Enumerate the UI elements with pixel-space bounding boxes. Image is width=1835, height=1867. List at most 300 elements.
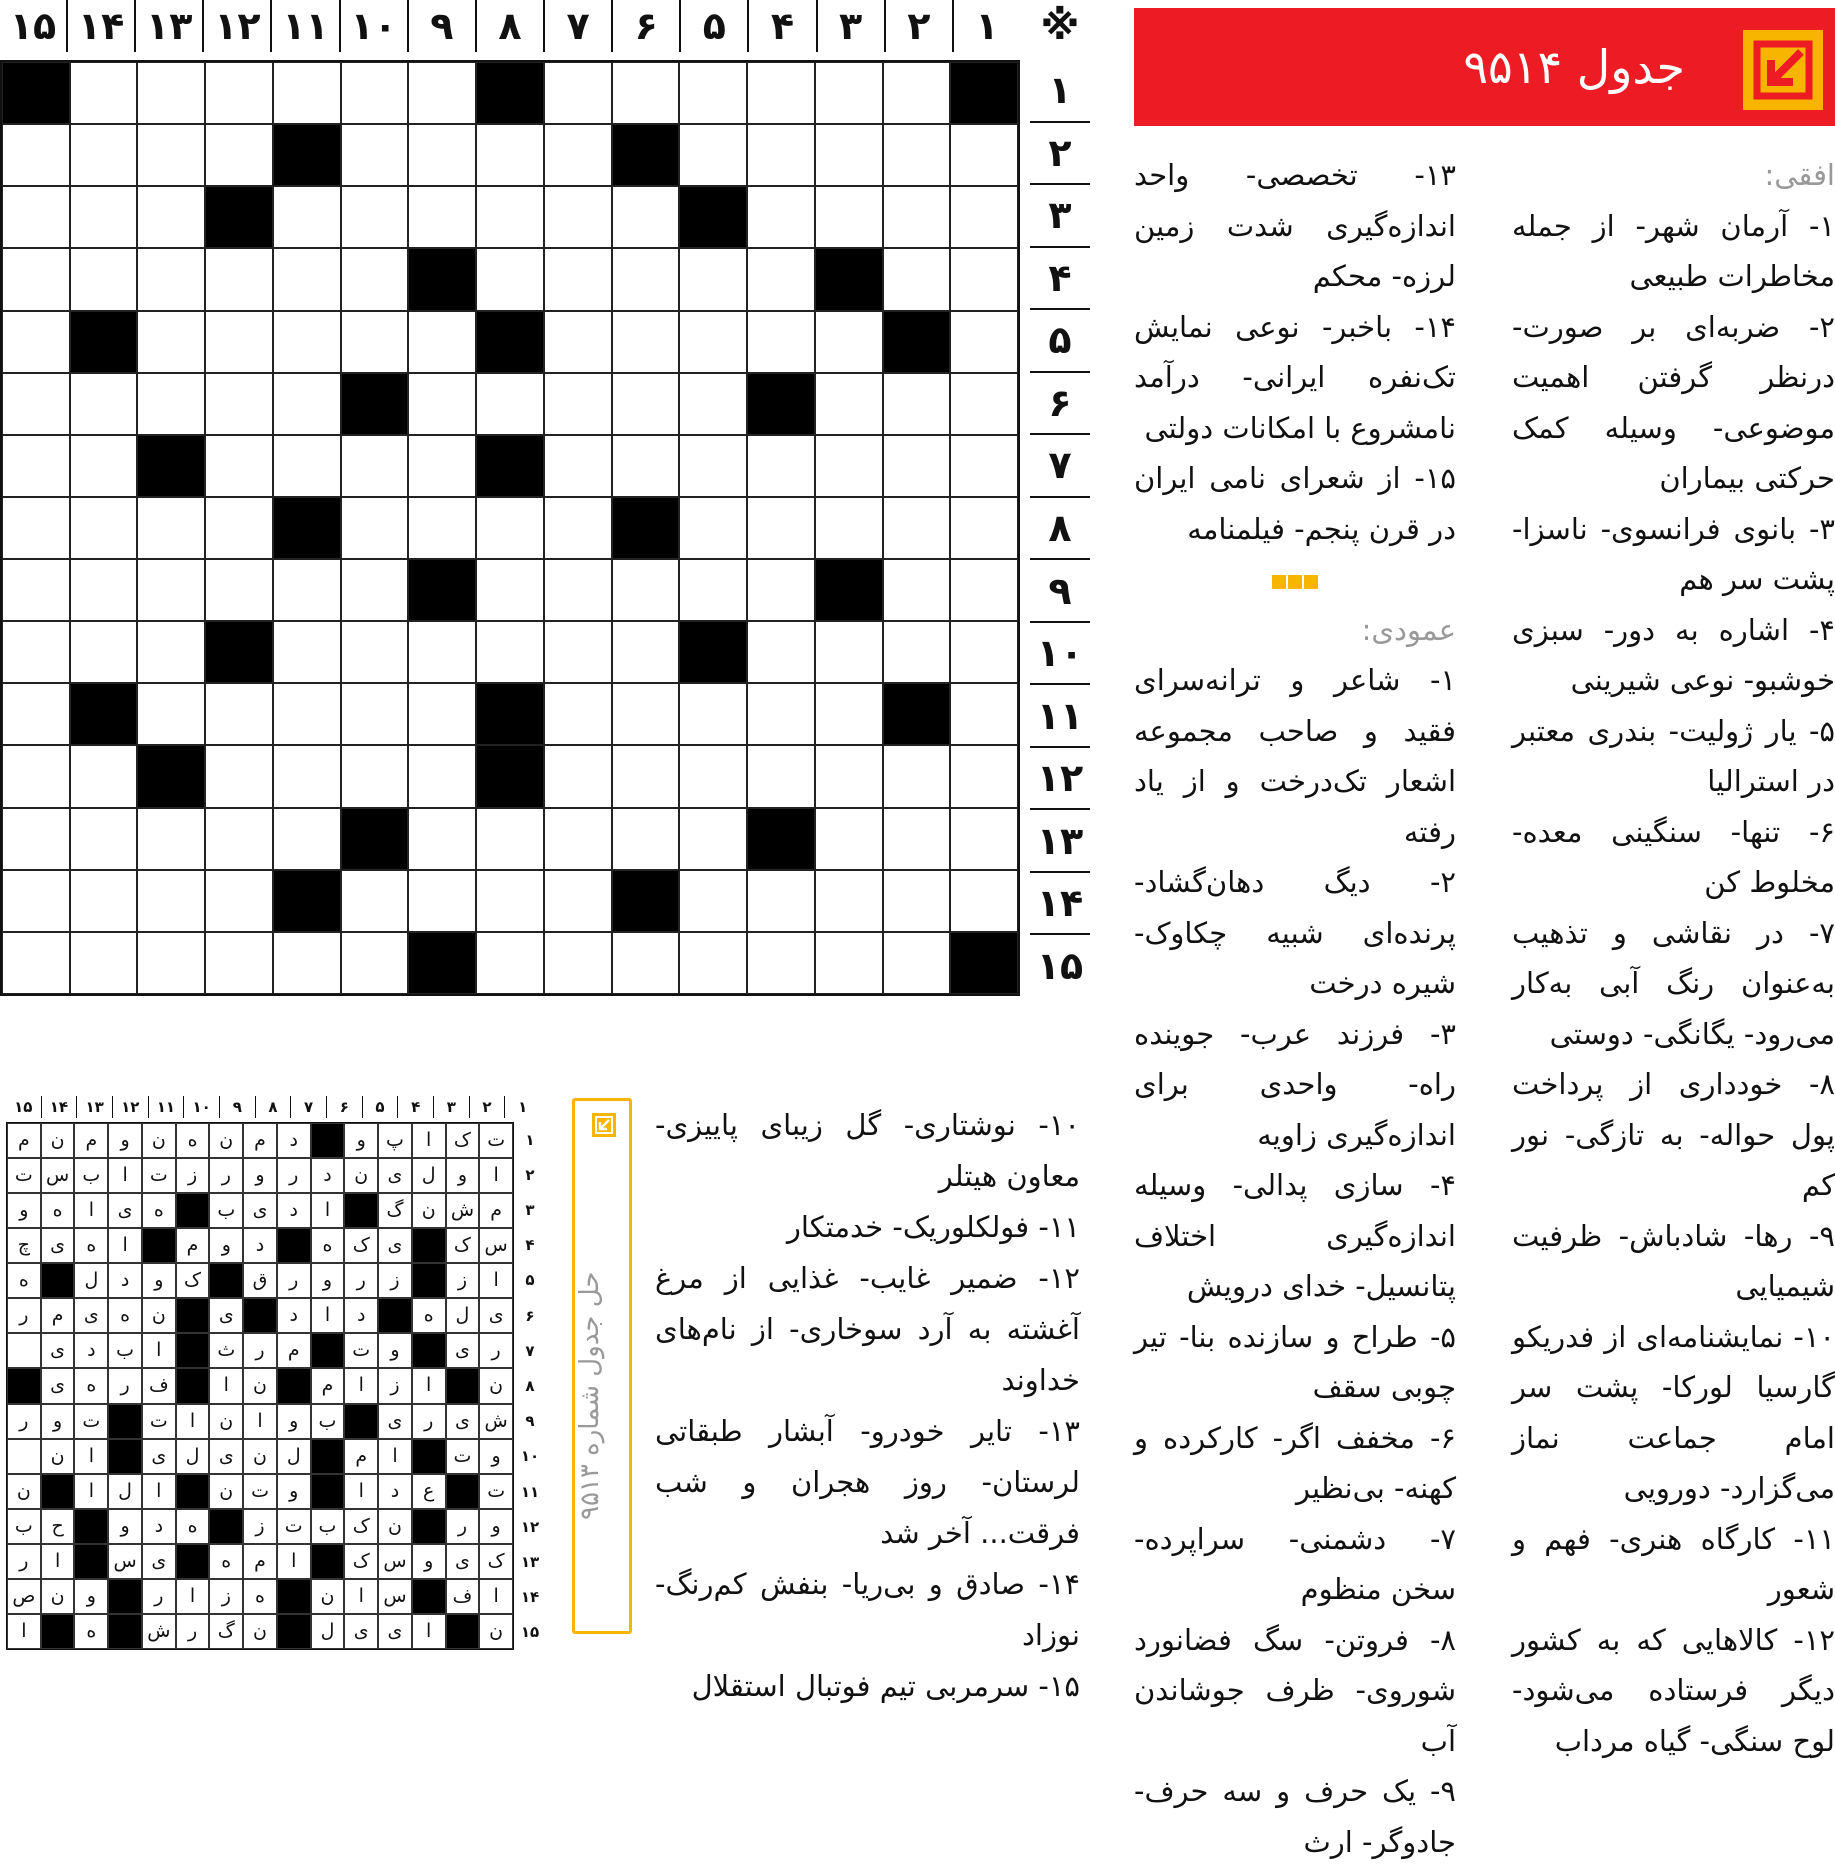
grid-cell[interactable]: [408, 497, 476, 559]
grid-cell[interactable]: [70, 62, 138, 124]
grid-cell[interactable]: [747, 186, 815, 248]
solution-cell: ل: [277, 1439, 311, 1474]
solution-black-cell: [412, 1333, 446, 1368]
grid-cell[interactable]: [273, 186, 341, 248]
grid-cell[interactable]: [137, 683, 205, 745]
grid-cell[interactable]: [950, 248, 1018, 310]
grid-cell[interactable]: [408, 745, 476, 807]
grid-cell[interactable]: [137, 62, 205, 124]
grid-cell[interactable]: [2, 932, 70, 994]
grid-cell[interactable]: [2, 559, 70, 621]
grid-cell[interactable]: [950, 621, 1018, 683]
solution-black-cell: [311, 1333, 345, 1368]
solution-cell: ر: [142, 1579, 176, 1614]
solution-black-cell: [412, 1439, 446, 1474]
solution-cell: ی: [108, 1193, 142, 1228]
solution-cell: ی: [41, 1333, 75, 1368]
solution-black-cell: [311, 1439, 345, 1474]
grid-cell[interactable]: [883, 435, 951, 497]
clue-item: ۸- فروتن- سگ فضانورد شوروی- ظرف جوشاندن آب: [1134, 1622, 1456, 1758]
grid-cell[interactable]: [544, 435, 612, 497]
solution-cell: ت: [479, 1474, 513, 1509]
grid-cell[interactable]: [137, 621, 205, 683]
grid-cell[interactable]: [747, 311, 815, 373]
grid-cell[interactable]: [612, 373, 680, 435]
black-cell: [747, 808, 815, 870]
grid-cell[interactable]: [815, 373, 883, 435]
grid-cell[interactable]: [341, 435, 409, 497]
grid-cell[interactable]: [883, 745, 951, 807]
solution-black-cell: [412, 1263, 446, 1298]
grid-cell[interactable]: [70, 248, 138, 310]
grid-cell[interactable]: [2, 870, 70, 932]
grid-cell[interactable]: [70, 497, 138, 559]
grid-cell[interactable]: [273, 248, 341, 310]
grid-cell[interactable]: [612, 311, 680, 373]
grid-cell[interactable]: [815, 808, 883, 870]
solution-cell: ی: [41, 1228, 75, 1263]
grid-cell[interactable]: [341, 186, 409, 248]
grid-cell[interactable]: [205, 373, 273, 435]
solution-cell: م: [277, 1333, 311, 1368]
column-number: ۱۴: [66, 0, 134, 52]
column-numbers: [0, 0, 1020, 52]
row-number: ۱۳: [1030, 810, 1090, 873]
grid-cell[interactable]: [950, 497, 1018, 559]
grid-cell[interactable]: [679, 124, 747, 186]
black-cell: [747, 373, 815, 435]
solution-cell: ک: [344, 1544, 378, 1579]
clue-item: ۱۳- تخصصی- واحد اندازه‌گیری شدت زمین لرزه- محکم: [1134, 158, 1456, 293]
solution-cell: ا: [479, 1263, 513, 1298]
row-number: ۷: [1030, 435, 1090, 498]
solution-cell: چ: [7, 1228, 41, 1263]
grid-cell[interactable]: [205, 62, 273, 124]
grid-cell[interactable]: [273, 808, 341, 870]
grid-cell[interactable]: [747, 621, 815, 683]
black-cell: [408, 559, 476, 621]
solution-black-cell: [446, 1368, 480, 1403]
grid-cell[interactable]: [273, 62, 341, 124]
grid-cell[interactable]: [883, 373, 951, 435]
grid-cell[interactable]: [408, 124, 476, 186]
grid-cell[interactable]: [612, 62, 680, 124]
clue-item: ۱۴- باخبر- نوعی نمایش تک‌نفره ایرانی- درآمد نامشروع با امکانات دولتی: [1134, 309, 1456, 445]
grid-cell[interactable]: [747, 745, 815, 807]
grid-cell[interactable]: [70, 808, 138, 870]
grid-cell[interactable]: [950, 808, 1018, 870]
solution-cell: و: [311, 1263, 345, 1298]
grid-cell[interactable]: [205, 435, 273, 497]
grid-cell[interactable]: [883, 932, 951, 994]
grid-cell[interactable]: [950, 559, 1018, 621]
grid-cell[interactable]: [476, 808, 544, 870]
grid-cell[interactable]: [747, 559, 815, 621]
grid-cell[interactable]: [408, 186, 476, 248]
solution-row-number: ۳: [525, 1201, 535, 1219]
grid-cell[interactable]: [747, 870, 815, 932]
star-symbol: ※: [1040, 3, 1080, 49]
grid-cell[interactable]: [205, 683, 273, 745]
grid-cell[interactable]: [70, 745, 138, 807]
grid-cell[interactable]: [341, 124, 409, 186]
grid-cell[interactable]: [2, 124, 70, 186]
grid-cell[interactable]: [273, 559, 341, 621]
grid-cell[interactable]: [476, 932, 544, 994]
grid-cell[interactable]: [544, 621, 612, 683]
grid-cell[interactable]: [341, 683, 409, 745]
grid-cell[interactable]: [612, 808, 680, 870]
grid-cell[interactable]: [70, 373, 138, 435]
grid-cell[interactable]: [950, 186, 1018, 248]
solution-cell: ک: [446, 1123, 480, 1158]
grid-cell[interactable]: [476, 621, 544, 683]
solution-black-cell: [311, 1474, 345, 1509]
clue-item: ۶- تنها- سنگینی معده- مخلوط کن: [1512, 814, 1835, 899]
grid-cell[interactable]: [679, 683, 747, 745]
grid-cell[interactable]: [815, 186, 883, 248]
grid-cell[interactable]: [544, 62, 612, 124]
grid-cell[interactable]: [273, 683, 341, 745]
grid-cell[interactable]: [205, 870, 273, 932]
solution-title: حل جدول شماره ۹۵۱۳: [575, 1271, 605, 1521]
grid-cell[interactable]: [679, 559, 747, 621]
grid-cell[interactable]: [341, 932, 409, 994]
solution-black-cell: [108, 1404, 142, 1439]
grid-cell[interactable]: [815, 124, 883, 186]
solution-cell: پ: [378, 1123, 412, 1158]
grid-cell[interactable]: [544, 248, 612, 310]
clues-vertical: [1134, 150, 1456, 1867]
solution-column-number: ۱: [504, 1096, 540, 1118]
grid-cell[interactable]: [137, 559, 205, 621]
grid-cell[interactable]: [341, 870, 409, 932]
black-cell: [70, 311, 138, 373]
arrow-logo-icon: [592, 1113, 616, 1137]
grid-cell[interactable]: [205, 497, 273, 559]
grid-cell[interactable]: [815, 870, 883, 932]
grid-cell[interactable]: [815, 62, 883, 124]
black-cell: [950, 62, 1018, 124]
row-numbers: [1030, 60, 1090, 996]
grid-cell[interactable]: [2, 745, 70, 807]
solution-column-number: ۴: [397, 1096, 433, 1118]
solution-cell: و: [412, 1544, 446, 1579]
grid-cell[interactable]: [544, 124, 612, 186]
grid-cell[interactable]: [544, 559, 612, 621]
solution-row-number: ۱: [525, 1130, 535, 1149]
grid-cell[interactable]: [612, 621, 680, 683]
solution-column-number: ۱۱: [148, 1096, 184, 1118]
grid-cell[interactable]: [476, 870, 544, 932]
grid-cell[interactable]: [137, 373, 205, 435]
solution-row-number: ۱۴: [520, 1588, 540, 1607]
grid-cell[interactable]: [70, 932, 138, 994]
grid-cell[interactable]: [408, 373, 476, 435]
grid-cell[interactable]: [747, 435, 815, 497]
solution-cell: د: [311, 1158, 345, 1193]
grid-cell[interactable]: [205, 808, 273, 870]
grid-cell[interactable]: [408, 435, 476, 497]
grid-cell[interactable]: [273, 435, 341, 497]
solution-cell: ر: [479, 1333, 513, 1368]
grid-cell[interactable]: [273, 621, 341, 683]
solution-row-number: ۹: [525, 1412, 535, 1431]
grid-cell[interactable]: [747, 62, 815, 124]
solution-title-box: [572, 1098, 632, 1634]
grid-cell[interactable]: [815, 497, 883, 559]
solution-cell: ن: [41, 1439, 75, 1474]
solution-cell: ا: [412, 1368, 446, 1403]
solution-cell: ب: [311, 1404, 345, 1439]
black-cell: [679, 186, 747, 248]
grid-cell[interactable]: [679, 497, 747, 559]
solution-black-cell: [74, 1544, 108, 1579]
grid-cell[interactable]: [2, 621, 70, 683]
grid-cell[interactable]: [950, 373, 1018, 435]
row-number: ۵: [1030, 310, 1090, 373]
black-cell: [408, 932, 476, 994]
grid-cell[interactable]: [137, 497, 205, 559]
grid-cell[interactable]: [747, 683, 815, 745]
grid-cell[interactable]: [612, 683, 680, 745]
solution-cell: ا: [176, 1404, 210, 1439]
grid-cell[interactable]: [70, 435, 138, 497]
grid-cell[interactable]: [137, 186, 205, 248]
grid-cell[interactable]: [137, 808, 205, 870]
grid-cell[interactable]: [612, 559, 680, 621]
grid-cell[interactable]: [70, 559, 138, 621]
grid-cell[interactable]: [815, 311, 883, 373]
grid-cell[interactable]: [205, 745, 273, 807]
grid-cell[interactable]: [70, 124, 138, 186]
grid-cell[interactable]: [747, 497, 815, 559]
grid-cell[interactable]: [476, 248, 544, 310]
grid-cell[interactable]: [341, 311, 409, 373]
grid-cell[interactable]: [2, 248, 70, 310]
grid-cell[interactable]: [476, 186, 544, 248]
solution-cell: ا: [108, 1158, 142, 1193]
solution-cell: و: [142, 1263, 176, 1298]
grid-cell[interactable]: [205, 124, 273, 186]
grid-cell[interactable]: [205, 932, 273, 994]
grid-cell[interactable]: [341, 559, 409, 621]
grid-cell[interactable]: [137, 311, 205, 373]
row-number: ۲: [1030, 123, 1090, 186]
clue-heading: عمودی:: [1361, 612, 1456, 647]
solution-cell: د: [378, 1474, 412, 1509]
solution-cell: ه: [209, 1544, 243, 1579]
grid-cell[interactable]: [544, 497, 612, 559]
grid-cell[interactable]: [883, 808, 951, 870]
grid-cell[interactable]: [2, 497, 70, 559]
solution-cell: گ: [209, 1614, 243, 1649]
grid-cell[interactable]: [612, 932, 680, 994]
solution-cell: ی: [142, 1544, 176, 1579]
grid-cell[interactable]: [950, 124, 1018, 186]
grid-cell[interactable]: [679, 932, 747, 994]
grid-cell[interactable]: [408, 808, 476, 870]
solution-cell: ز: [446, 1263, 480, 1298]
black-cell: [950, 932, 1018, 994]
grid-cell[interactable]: [679, 311, 747, 373]
grid-cell[interactable]: [408, 683, 476, 745]
grid-cell[interactable]: [679, 435, 747, 497]
grid-cell[interactable]: [544, 745, 612, 807]
grid-cell[interactable]: [747, 932, 815, 994]
grid-cell[interactable]: [883, 497, 951, 559]
grid-cell[interactable]: [679, 248, 747, 310]
grid-cell[interactable]: [544, 808, 612, 870]
grid-cell[interactable]: [612, 186, 680, 248]
grid-cell[interactable]: [137, 124, 205, 186]
grid-cell[interactable]: [544, 932, 612, 994]
grid-cell[interactable]: [950, 870, 1018, 932]
black-cell: [476, 435, 544, 497]
solution-cell: ا: [243, 1404, 277, 1439]
grid-cell[interactable]: [2, 373, 70, 435]
solution-cell: ر: [209, 1158, 243, 1193]
grid-cell[interactable]: [341, 248, 409, 310]
grid-cell[interactable]: [341, 745, 409, 807]
black-cell: [883, 683, 951, 745]
grid-cell[interactable]: [544, 311, 612, 373]
grid-cell[interactable]: [137, 932, 205, 994]
grid-cell[interactable]: [544, 373, 612, 435]
solution-cell: ل: [108, 1474, 142, 1509]
grid-cell[interactable]: [950, 683, 1018, 745]
grid-cell[interactable]: [679, 62, 747, 124]
solution-cell: ز: [378, 1368, 412, 1403]
grid-cell[interactable]: [2, 808, 70, 870]
grid-cell[interactable]: [2, 311, 70, 373]
crossword-grid[interactable]: [0, 60, 1020, 996]
solution-cell: ث: [209, 1333, 243, 1368]
grid-cell[interactable]: [950, 435, 1018, 497]
grid-cell[interactable]: [70, 870, 138, 932]
grid-cell[interactable]: [950, 311, 1018, 373]
grid-cell[interactable]: [679, 745, 747, 807]
grid-cell[interactable]: [205, 311, 273, 373]
grid-cell[interactable]: [2, 186, 70, 248]
arrow-logo-icon: [1743, 30, 1823, 110]
grid-cell[interactable]: [679, 373, 747, 435]
grid-cell[interactable]: [950, 745, 1018, 807]
grid-cell[interactable]: [408, 621, 476, 683]
solution-cell: د: [74, 1333, 108, 1368]
solution-cell: ه: [41, 1193, 75, 1228]
grid-cell[interactable]: [341, 62, 409, 124]
grid-cell[interactable]: [273, 932, 341, 994]
grid-cell[interactable]: [883, 124, 951, 186]
solution-black-cell: [74, 1509, 108, 1544]
grid-cell[interactable]: [341, 621, 409, 683]
grid-cell[interactable]: [544, 683, 612, 745]
grid-cell[interactable]: [612, 248, 680, 310]
solution-cell: ا: [344, 1579, 378, 1614]
grid-cell[interactable]: [273, 311, 341, 373]
grid-cell[interactable]: [205, 248, 273, 310]
grid-cell[interactable]: [815, 745, 883, 807]
solution-cell: ی: [446, 1404, 480, 1439]
solution-cell: ن: [243, 1439, 277, 1474]
grid-cell[interactable]: [476, 373, 544, 435]
puzzle-header: [1134, 8, 1835, 126]
grid-cell[interactable]: [883, 62, 951, 124]
grid-cell[interactable]: [883, 186, 951, 248]
grid-cell[interactable]: [408, 62, 476, 124]
grid-cell[interactable]: [137, 248, 205, 310]
grid-cell[interactable]: [815, 435, 883, 497]
solution-black-cell: [243, 1298, 277, 1333]
grid-cell[interactable]: [544, 870, 612, 932]
grid-cell[interactable]: [815, 621, 883, 683]
solution-black-cell: [344, 1193, 378, 1228]
black-cell: [137, 435, 205, 497]
solution-cell: د: [277, 1123, 311, 1158]
column-number: ۳: [816, 0, 884, 52]
solution-black-cell: [176, 1298, 210, 1333]
grid-cell[interactable]: [476, 124, 544, 186]
solution-black-cell: [176, 1193, 210, 1228]
solution-cell: ا: [108, 1228, 142, 1263]
grid-cell[interactable]: [205, 559, 273, 621]
grid-cell[interactable]: [70, 186, 138, 248]
row-number: ۱۱: [1030, 685, 1090, 748]
column-number: ۴: [747, 0, 815, 52]
solution-cell: ب: [74, 1158, 108, 1193]
grid-cell[interactable]: [544, 186, 612, 248]
grid-cell[interactable]: [408, 311, 476, 373]
solution-cell: ک: [479, 1544, 513, 1579]
grid-cell[interactable]: [273, 745, 341, 807]
clue-item: ۱۱- کارگاه هنری- فهم و شعور: [1512, 1521, 1835, 1606]
grid-cell[interactable]: [815, 932, 883, 994]
grid-cell[interactable]: [612, 745, 680, 807]
grid-cell[interactable]: [137, 870, 205, 932]
grid-cell[interactable]: [883, 248, 951, 310]
grid-cell[interactable]: [883, 870, 951, 932]
grid-cell[interactable]: [273, 373, 341, 435]
solution-cell: ر: [243, 1333, 277, 1368]
solution-cell: ه: [7, 1263, 41, 1298]
row-number: ۳: [1030, 185, 1090, 248]
grid-cell[interactable]: [2, 683, 70, 745]
grid-cell[interactable]: [70, 621, 138, 683]
solution-cell: د: [243, 1228, 277, 1263]
solution-cell: ت: [7, 1158, 41, 1193]
grid-cell[interactable]: [883, 559, 951, 621]
grid-cell[interactable]: [476, 497, 544, 559]
grid-cell[interactable]: [408, 870, 476, 932]
grid-cell[interactable]: [679, 870, 747, 932]
clue-item: ۲- دیگ دهان‌گشاد- پرنده‌ای شبیه چکاوک- شیره درخت: [1134, 865, 1456, 1000]
solution-black-cell: [108, 1614, 142, 1649]
grid-cell[interactable]: [747, 124, 815, 186]
solution-cell: ر: [412, 1404, 446, 1439]
grid-cell[interactable]: [476, 559, 544, 621]
grid-cell[interactable]: [679, 808, 747, 870]
grid-cell[interactable]: [747, 248, 815, 310]
grid-cell[interactable]: [815, 683, 883, 745]
solution-cell: ا: [41, 1544, 75, 1579]
grid-cell[interactable]: [612, 435, 680, 497]
grid-cell[interactable]: [341, 497, 409, 559]
solution-cell: ن: [209, 1474, 243, 1509]
grid-cell[interactable]: [883, 621, 951, 683]
solution-column-number: ۹: [219, 1096, 255, 1118]
grid-cell[interactable]: [2, 435, 70, 497]
